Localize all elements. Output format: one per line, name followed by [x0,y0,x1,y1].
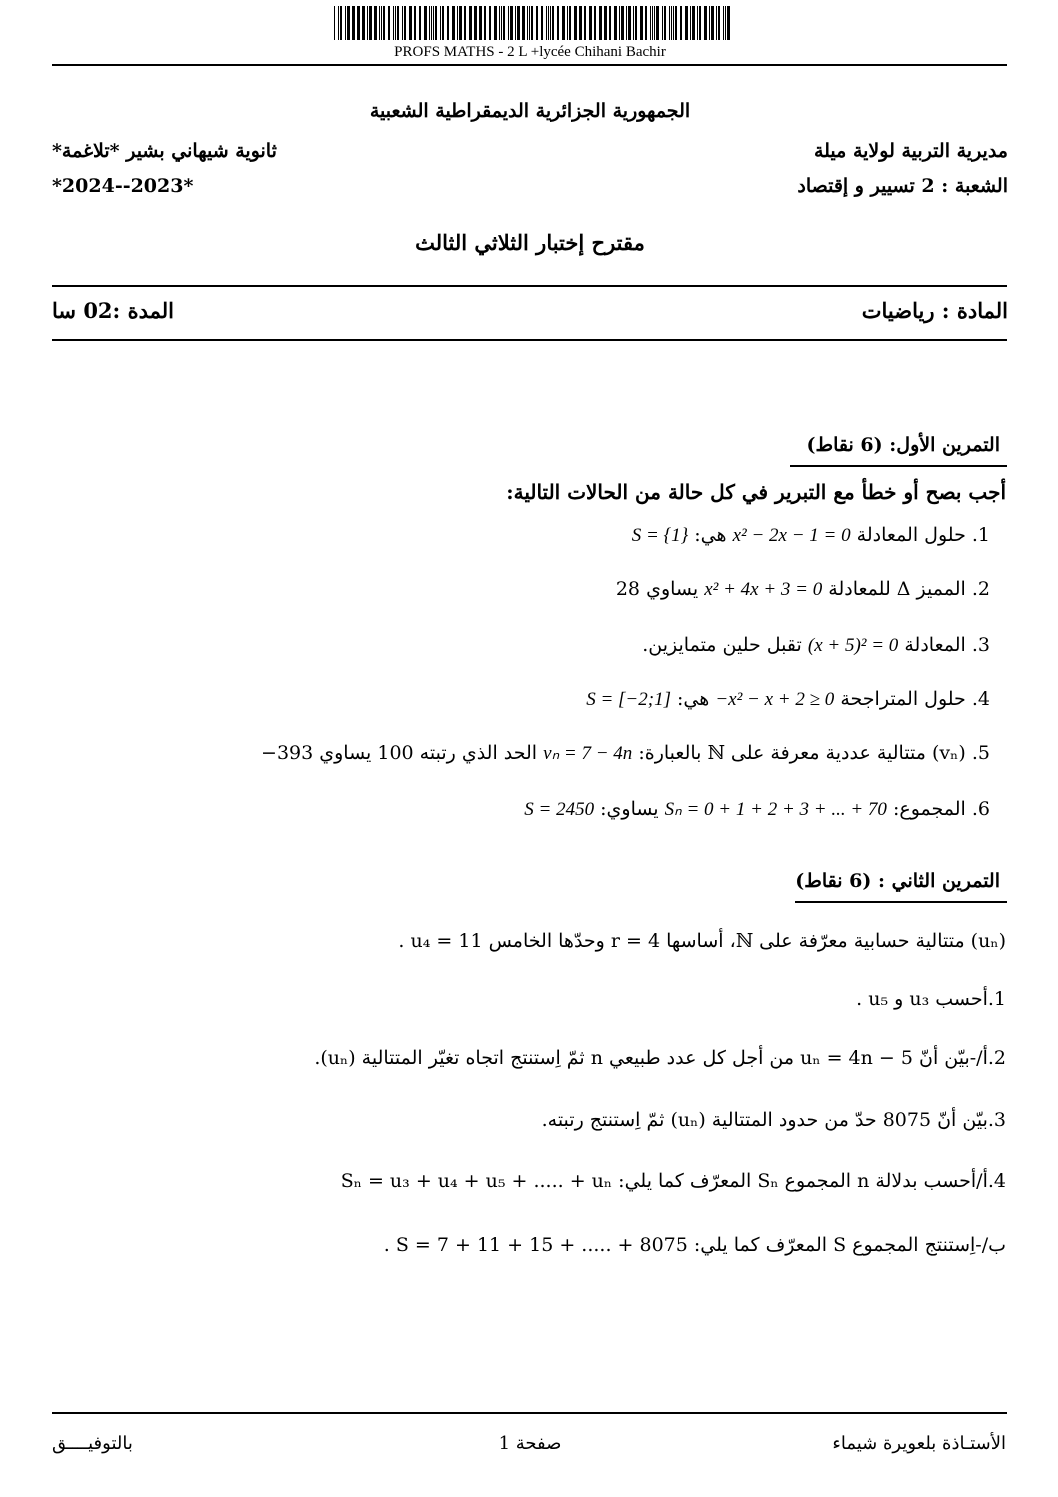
exercise1-item-6 [524,798,990,821]
barcode-bar [609,6,611,40]
barcode-bar [656,6,659,40]
exercise1-item-2 [616,578,990,601]
barcode-bar [517,6,520,40]
exercise2-intro: (uₙ) متتالية حسابية معرّفة على ℕ، أساسها r = 4 وحدّها الخامس u₄ = 11 . [398,930,1006,952]
barcode-bar [640,6,643,40]
item-text-2: تقبل حلين متمايزين. [642,634,802,656]
exercise1-item-4 [586,688,990,711]
exercise1-title: التمرين الأول: (6 نقاط) [806,434,1000,456]
school-year: *2024--2023* [52,175,194,197]
barcode-bar [409,6,412,40]
barcode-bar [692,6,695,40]
barcode-bar [419,6,421,40]
item-text-2: هي: [694,524,727,546]
barcode-bar [429,6,430,40]
barcode-bar [452,6,455,40]
item-text: المجموع: [892,798,966,820]
barcode-bar [633,6,634,40]
item-math: (x + 5)² = 0 [807,635,899,656]
item-math: x² + 4x + 3 = 0 [704,579,823,600]
exercise2-item-1: 1.أحسب u₃ و u₅ . [856,988,1006,1010]
barcode-bar [402,6,403,40]
barcode-bar [395,6,396,40]
item-math: −x² − x + 2 ≥ 0 [715,689,835,710]
exercise2-item-3: 3.بيّن أنّ 8075 حدّ من حدود المتتالية (uₙ) ثمّ اِستنتج رتبته. [541,1109,1006,1131]
barcode-bar [367,6,368,40]
barcode-bar [680,6,682,40]
stream-label: الشعبة : 2 تسيير و إقتصاد [797,175,1008,197]
item-math-2: S = {1} [631,525,689,546]
page-number: صفحة 1 [498,1433,562,1454]
barcode-bar [442,6,444,40]
barcode-bar [548,6,549,40]
barcode-bar [499,6,500,40]
subject-label: المادة : رياضيات [861,298,1008,323]
barcode-bar [508,6,509,40]
barcode-bar [673,6,674,40]
subject-bottom-rule [52,339,1007,341]
barcode-bar [388,6,390,40]
barcode-bar [664,6,666,40]
barcode-bar [645,6,647,40]
barcode-bar [567,6,568,40]
barcode-bar [503,6,505,40]
item-math-2: S = [−2;1] [586,689,671,710]
barcode-bar [718,6,720,40]
exercise1-item-5 [261,742,990,765]
item-text-2: يساوي 28 [615,578,699,600]
exercise1-title-underline [790,465,1007,467]
barcode-bar [584,6,586,40]
item-text: حلول المعادلة [856,524,966,546]
barcode-bar [579,6,582,40]
barcode-bar [599,6,602,40]
barcode-bar [447,6,449,40]
barcode-bar [589,6,592,40]
item-text-2: هي: [677,688,710,710]
barcode-bar [338,6,339,40]
barcode-bar [546,6,547,40]
barcode-bar [550,6,551,40]
closing-wish: بالتوفيــــق [52,1433,133,1454]
exercise1-item-3 [642,634,990,657]
exercise1-item-1 [632,524,990,547]
barcode-bar [671,6,672,40]
barcode-bar [414,6,416,40]
barcode-bar [474,6,477,40]
barcode-bar [614,6,617,40]
barcode-bar [459,6,462,40]
item-number: 6. [971,798,990,820]
barcode-bar [699,6,701,40]
barcode-bar [435,6,437,40]
item-number: 5. [971,742,990,764]
barcode-bar [529,6,530,40]
barcode-bar [397,6,399,40]
barcode-bar [457,6,458,40]
barcode-bar [723,6,724,40]
barcode-bar [440,6,441,40]
exercise2-item-2: 2.أ/-بيّن أنّ uₙ = 4n − 5 من أجل كل عدد طبيعي n ثمّ اِستنتج اتجاه تغيّر المتتالية (uₙ). [314,1047,1006,1069]
barcode-bar [531,6,533,40]
item-text: المعادلة [904,634,966,656]
barcode-bar [510,6,513,40]
barcode-bar [536,6,538,40]
barcode-bar [352,6,355,40]
barcode-bar [574,6,577,40]
item-math-2: S = 2450 [524,799,595,820]
barcode-bar [501,6,502,40]
barcode-bar [424,6,427,40]
exercise1-instruction: أجب بصح أو خطأ مع التبرير في كل حالة من الحالات التالية: [506,480,1006,504]
barcode-bar [669,6,670,40]
barcode-bar [484,6,486,40]
subject-top-rule [52,285,1007,287]
barcode-bar [690,6,691,40]
barcode-bar [697,6,698,40]
barcode-bar [711,6,714,40]
footer-rule [52,1412,1007,1414]
barcode-bar [662,6,663,40]
directorate-label: مديرية التربية لولاية ميلة [813,140,1008,162]
barcode-bar [379,6,380,40]
barcode-bar [552,6,554,40]
barcode-bar [654,6,655,40]
barcode-bar [334,6,335,40]
exercise2-title: التمرين الثاني : (6 نقاط) [795,870,1000,892]
barcode-bar [347,6,350,40]
barcode-bar [369,6,372,40]
barcode-bar [383,6,385,40]
barcode-bar [489,6,491,40]
barcode-bar [569,6,571,40]
barcode-bar [362,6,365,40]
barcode-bar [345,6,346,40]
barcode-bar [716,6,717,40]
barcode-bar [727,6,730,40]
barcode-bar [621,6,624,40]
barcode-bar [704,6,707,40]
barcode-bar [340,6,342,40]
barcode-bar [675,6,677,40]
barcode-bar [515,6,516,40]
barcode-bar [374,6,377,40]
teacher-name: الأستـاذة بلعويرة شيماء [832,1433,1006,1454]
barcode-bar [433,6,434,40]
exam-title: مقترح إختبار الثلاثي الثالث [415,230,645,255]
item-math: vₙ = 7 − 4n [543,743,633,764]
barcode-bar [464,6,466,40]
barcode-bar [494,6,497,40]
republic-heading: الجمهورية الجزائرية الديمقراطية الشعبية [369,100,691,122]
exercise2-item-5: ب/-اِستنتج المجموع S المعرّف كما يلي: S = 7 + 11 + 15 + ..... + 8075 . [383,1234,1006,1256]
barcode-bar [650,6,651,40]
barcode-bar [604,6,607,40]
item-number: 3. [971,634,990,656]
barcode-bar [527,6,528,40]
item-text-2: الحد الذي رتبته 100 يساوي 393− [261,742,538,764]
barcode-bar [357,6,360,40]
barcode-caption: PROFS MATHS - 2 L +lycée Chihani Bachir [394,44,666,60]
barcode-bar [404,6,406,40]
barcode-bar [541,6,543,40]
duration-label: المدة :02 سا [52,298,175,323]
barcode-bar [628,6,631,40]
item-number: 2. [971,578,990,600]
school-label: ثانوية شيهاني بشير *تلاغمة* [52,140,277,162]
exercise2-title-underline [795,901,1007,903]
item-text: حلول المتراجحة [840,688,966,710]
item-text: (vₙ) متتالية عددية معرفة على ℕ بالعبارة: [638,742,966,764]
barcode-bar [652,6,653,40]
item-text: المميز Δ للمعادلة [828,578,966,600]
item-number: 4. [971,688,990,710]
barcode-bar [562,6,565,40]
exercise2-item-4: 4.أ/أحسب بدلالة n المجموع Sₙ المعرّف كما يلي: Sₙ = u₃ + u₄ + u₅ + ..... + uₙ [340,1170,1006,1192]
top-rule [52,64,1007,66]
barcode-bar [393,6,394,40]
barcode-bar [431,6,432,40]
barcode-bar [594,6,596,40]
barcode-bar [725,6,726,40]
item-text-2: يساوي: [600,798,659,820]
barcode-bar [619,6,620,40]
barcode-bar [709,6,710,40]
item-math: Sₙ = 0 + 1 + 2 + 3 + ... + 70 [664,799,887,820]
barcode-image [334,6,732,40]
item-math: x² − 2x − 1 = 0 [732,525,851,546]
barcode-bar [557,6,559,40]
barcode-bar [626,6,627,40]
barcode-bar [635,6,637,40]
barcode-bar [381,6,382,40]
barcode-bar [685,6,688,40]
barcode-bar [469,6,472,40]
item-number: 1. [971,524,990,546]
barcode-bar [522,6,525,40]
barcode-bar [479,6,482,40]
